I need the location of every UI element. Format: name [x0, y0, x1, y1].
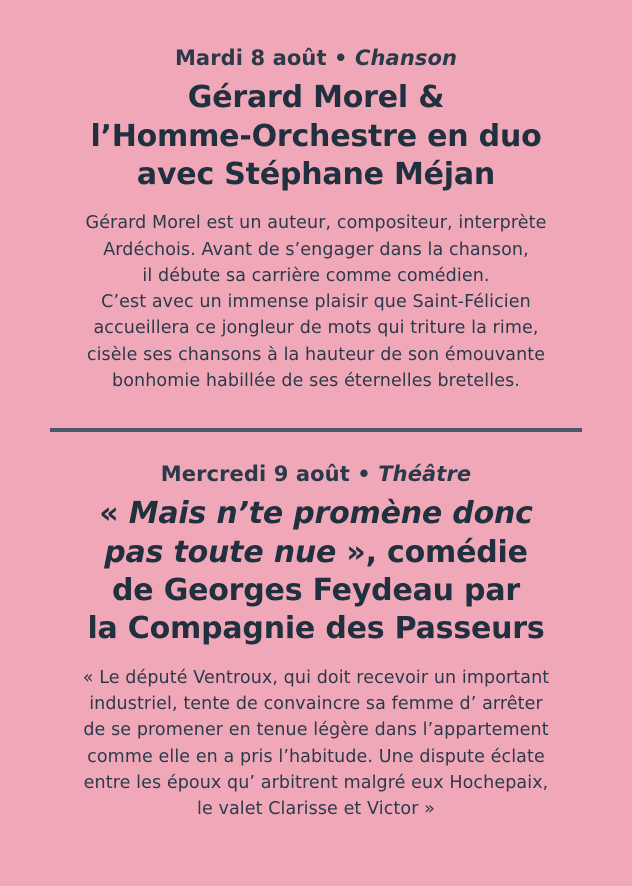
- event-1-title-line-3: avec Stéphane Méjan: [136, 156, 496, 192]
- event-2-separator: •: [357, 462, 371, 487]
- event-2-meta: [32, 462, 600, 487]
- event-1-desc-line-6: cisèle ses chansons à la hauteur de son émouvante: [86, 344, 546, 365]
- event-1-desc-line-5: accueillera ce jongleur de mots qui triture la rime,: [93, 318, 539, 339]
- event-1-description: [32, 210, 600, 394]
- event-1-desc-line-4: C’est avec un immense plaisir que Saint-Félicien: [101, 292, 531, 313]
- event-block-1: [32, 46, 600, 394]
- event-2-title-line-4: la Compagnie des Passeurs: [87, 611, 545, 647]
- event-1-desc-line-3: il débute sa carrière comme comédien.: [142, 265, 490, 286]
- event-2-title-line-2: pas toute nue », comédie: [104, 534, 528, 570]
- event-2-genre: Théâtre: [378, 462, 472, 487]
- event-1-date: Mardi 8 août: [174, 46, 327, 70]
- event-1-title: [32, 79, 600, 194]
- event-2-desc-line-2: industriel, tente de convaincre sa femme d’ arrêter: [89, 694, 543, 715]
- event-1-genre: Chanson: [355, 46, 458, 70]
- event-1-desc-line-7: bonhomie habillée de ses éternelles bretelles.: [112, 370, 520, 391]
- event-2-title-line-1: « Mais n’te promène donc: [99, 496, 533, 532]
- event-2-description: [32, 665, 600, 823]
- event-block-2: [32, 462, 600, 822]
- event-2-title-line-3: de Georges Feydeau par: [112, 573, 520, 609]
- event-1-desc-line-2: Ardéchois. Avant de s’engager dans la chanson,: [103, 239, 529, 260]
- event-2-desc-line-1: « Le député Ventroux, qui doit recevoir un important: [82, 667, 550, 688]
- event-1-meta: [32, 46, 600, 71]
- event-1-separator: •: [334, 46, 348, 70]
- event-1-title-line-1: Gérard Morel &: [187, 80, 445, 116]
- event-2-date: Mercredi 9 août: [160, 462, 350, 487]
- event-2-desc-line-4: comme elle en a pris l’habitude. Une dispute éclate: [87, 746, 545, 767]
- event-2-desc-line-5: entre les époux qu’ arbitrent malgré eux Hochepaix,: [83, 772, 549, 793]
- event-2-desc-line-3: de se promener en tenue légère dans l’appartement: [83, 720, 549, 741]
- event-2-desc-line-6: le valet Clarisse et Victor »: [197, 799, 435, 820]
- event-2-title: [32, 495, 600, 649]
- event-1-desc-line-1: Gérard Morel est un auteur, compositeur, interprète: [85, 213, 547, 234]
- section-divider: [50, 428, 582, 432]
- event-1-title-line-2: l’Homme-Orchestre en duo: [90, 118, 542, 154]
